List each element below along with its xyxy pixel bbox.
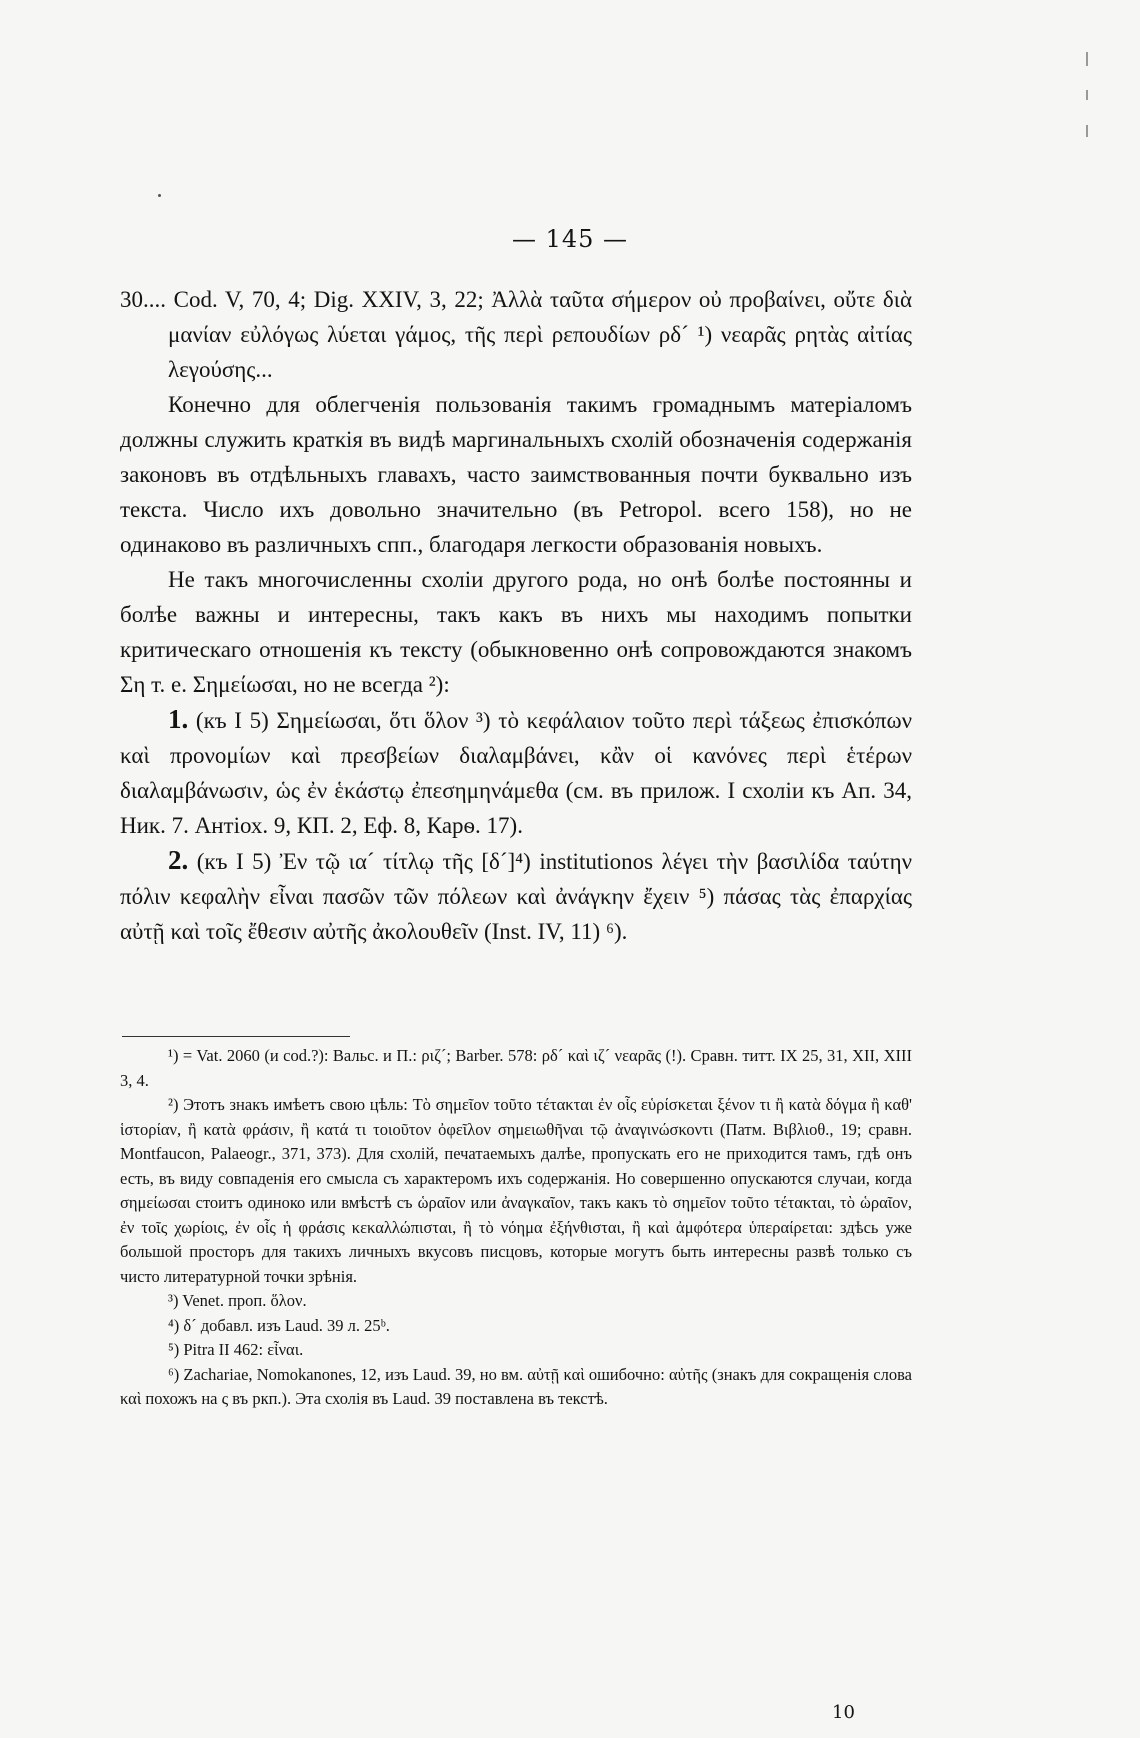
- main-text: [120, 282, 912, 949]
- print-speck: [158, 194, 161, 197]
- paragraph: Не такъ многочисленны схоліи другого рода, но онѣ болѣе постоянны и болѣе важны и интересны, такъ какъ въ нихъ мы находимъ попытки критическаго отношенія къ тексту (обыкновенно онѣ сопровождаются знакомъ Ση т. е. Σημείωσαι, но не всегда ²):: [120, 567, 912, 697]
- footnote-divider: [122, 1036, 350, 1037]
- footnotes: [120, 1044, 912, 1412]
- print-speck: [1086, 125, 1088, 137]
- quote-paragraph: 30.... Cod. V, 70, 4; Dig. XXIV, 3, 22; Ἀλλὰ ταῦτα σήμερον οὐ προβαίνει, οὔτε διὰ μανίαν εὐλόγως λύεται γάμος, τῆς περὶ ρεπουδίων ρδ´ ¹) νεαρᾶς ρητὰς αἰτίας λεγούσης...: [120, 287, 912, 382]
- item-number: 2.: [168, 845, 189, 875]
- paragraph: Конечно для облегченія пользованія такимъ громаднымъ матеріаломъ должны служить краткія въ видѣ маргинальныхъ схолій обозначенія содержанія законовъ въ отдѣльныхъ главахъ, часто заимствованныя почти буквально изъ текста. Число ихъ довольно значительно (въ Petropol. всего 158), но не одинаково въ различныхъ спп., благодаря легкости образованія новыхъ.: [120, 392, 912, 557]
- footnote: ³) Venet. проп. ὅλον.: [168, 1291, 307, 1310]
- item-text: (къ I 5) Ἐν τῷ ια´ τίτλῳ τῆς [δ´]⁴) institutionos λέγει τὴν βασιλίδα ταύτην πόλιν κεφαλὴν εἶναι πασῶν τῶν πόλεων καὶ ἀνάγκην ἔχειν ⁵) πάσας τὰς ἐπαρχίας αὐτῇ καὶ τοῖς ἔθεσιν αὐτῆς ἀκολουθεῖν (Inst. IV, 11) ⁶).: [120, 849, 912, 944]
- footnote: ⁴) δ´ добавл. изъ Laud. 39 л. 25ᵇ.: [168, 1315, 390, 1335]
- printer-signature: 10: [832, 1702, 855, 1723]
- footnote: ²) Этотъ знакъ имѣетъ свою цѣль: Τὸ σημεῖον τοῦτο τέτακται ἐν οἷς εὑρίσκεται ξένον τι ἢ κατὰ δόγμα ἢ καθ' ἱστορίαν, ἢ κατὰ φράσιν, ἢ κατά τι τοιοῦτον ὀφεῖλον σημειωθῆναι τῷ ἀναγινώσκοντι (Патм. Βιβλιοθ., 19; сравн. Montfaucon, Palaeogr., 371, 373). Для схолій, печатаемыхъ далѣе, пропускать его не приходится тамъ, гдѣ онъ есть, въ виду совпаденія его смысла съ характеромъ ихъ содержанія. Но совершенно опускаются случаи, когда σημείωσαι стоитъ одиноко или вмѣстѣ съ ὡραῖον или ἀναγκαῖον, такъ какъ τὸ σημεῖον τοῦτο τέτακται, τὸ ὡραῖον, ἐν τοῖς χωρίοις, ἐν οἷς ἡ φράσις κεκαλλώπισται, ἢ τὸ νόημα ἐξήνθισται, ἢ καὶ ἀμφότερα ὑπεραίρεται: здѣсь уже большой просторъ для такихъ личныхъ вкусовъ писцовъ, которые могутъ быть интересны развѣ только съ чисто литературной точки зрѣнія.: [120, 1095, 912, 1286]
- item-text: (къ I 5) Σημείωσαι, ὅτι ὅλον ³) τὸ κεφάλαιον τοῦτο περὶ τάξεως ἐπισκόπων καὶ προνομίων καὶ πρεσβείων διαλαμβάνει, κἂν οἱ κανόνες περὶ ἑτέρων διαλαμβάνωσιν, ὡς ἐν ἑκάστῳ ἐπεσημηνάμεθα (см. въ прилож. I схоліи къ Ап. 34, Ник. 7. Антіох. 9, КП. 2, Еф. 8, Карѳ. 17).: [120, 708, 913, 838]
- print-speck: [1086, 52, 1088, 66]
- footnote: ¹) = Vat. 2060 (и cod.?): Вальс. и П.: ριζ´; Barber. 578: ρδ´ καὶ ιζ´ νεαρᾶς (!). Сравн. титт. IX 25, 31, XII, XIII 3, 4.: [120, 1046, 912, 1090]
- print-speck: [1086, 90, 1088, 100]
- footnote: ⁶) Zachariae, Nomokanones, 12, изъ Laud. 39, но вм. αὐτῇ καὶ ошибочно: αὐτῆς (знакъ для сокращенія слова καὶ похожъ на ς въ ркп.). Эта схолія въ Laud. 39 поставлена въ текстѣ.: [120, 1364, 912, 1408]
- footnote: ⁵) Pitra II 462: εἶναι.: [168, 1340, 304, 1359]
- scholion-item: [120, 843, 912, 949]
- scholion-item: [120, 702, 912, 843]
- page-number: — 145 —: [511, 225, 629, 253]
- item-number: 1.: [168, 704, 189, 734]
